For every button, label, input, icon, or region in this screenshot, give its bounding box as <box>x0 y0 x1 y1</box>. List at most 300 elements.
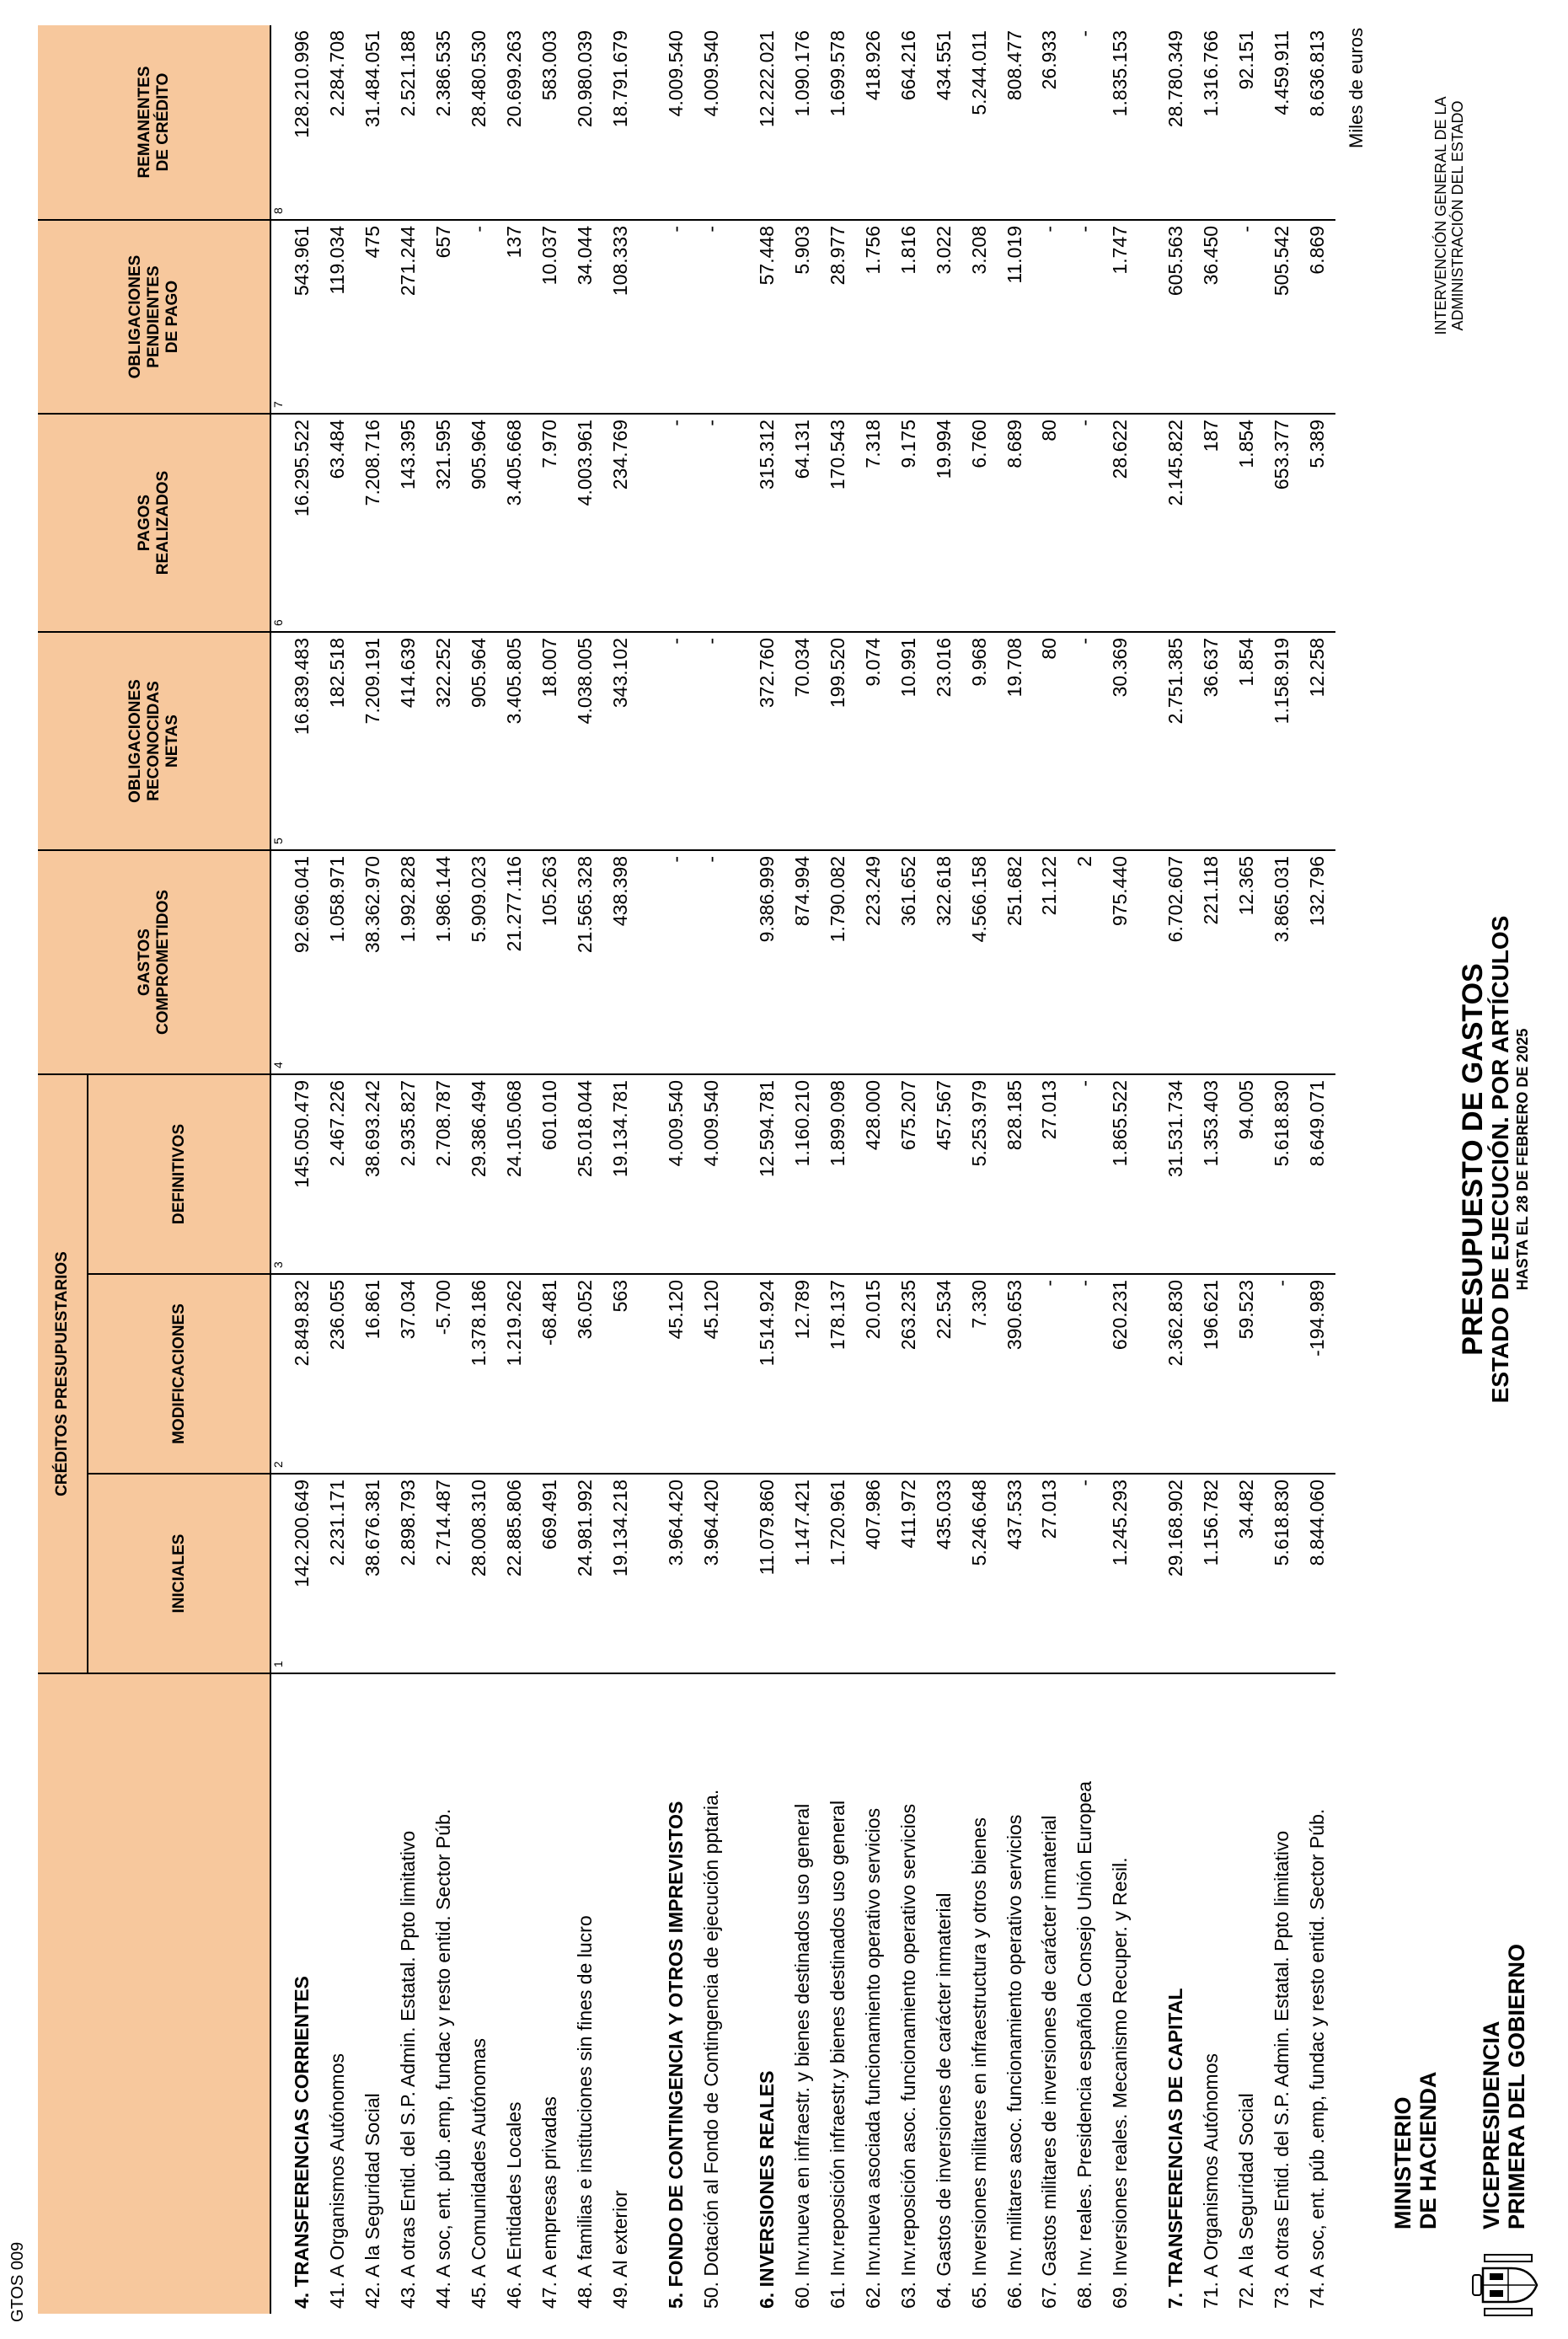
cell-value: 4.009.540 <box>693 25 729 220</box>
pendientes-header: OBLIGACIONES PENDIENTES DE PAGO <box>38 220 270 414</box>
cell-value: 28.008.310 <box>462 1474 497 1673</box>
cell-value: 583.003 <box>532 25 567 220</box>
cell-value: 16.861 <box>356 1274 391 1474</box>
cell-value: 28.780.349 <box>1159 25 1194 220</box>
article-row <box>785 25 821 2314</box>
cell-value: 1.147.421 <box>785 1474 821 1673</box>
cell-value: 12.222.021 <box>750 25 785 220</box>
column-number: 1 <box>271 1661 285 1667</box>
creditos-header: CRÉDITOS PRESUPUESTARIOS <box>38 1074 88 1673</box>
row-label: 49. Al exterior <box>608 2190 631 2309</box>
cell-value: 63.484 <box>320 414 356 632</box>
cell-value: 905.964 <box>462 414 497 632</box>
row-label: 64. Gastos de inversiones de carácter inmaterial <box>932 1892 955 2309</box>
cell-value: - <box>1032 1274 1068 1474</box>
cell-value: 3.964.420 <box>693 1474 729 1673</box>
cell-value: 8.636.813 <box>1300 25 1335 220</box>
vicepresidencia-label: VICEPRESIDENCIA PRIMERA DEL GOBIERNO <box>1479 1943 1529 2229</box>
cell-value: 1.156.782 <box>1194 1474 1229 1673</box>
modificaciones-header: MODIFICACIONES <box>88 1274 270 1474</box>
row-label: 50. Dotación al Fondo de Contingencia de ejecución pptaria. <box>699 1789 722 2309</box>
cell-value: - <box>1229 220 1265 414</box>
cell-value: 4.009.540 <box>658 1074 693 1274</box>
cell-value: 9.386.999 <box>750 850 785 1074</box>
cell-value: 199.520 <box>820 632 855 850</box>
cell-value: 7.318 <box>855 414 891 632</box>
iniciales-header: INICIALES <box>88 1474 270 1673</box>
row-label: 63. Inv.reposición asoc. funcionamiento operativo servicios <box>896 1803 919 2309</box>
budget-table <box>38 25 1335 2314</box>
cell-value: 1.699.578 <box>820 25 855 220</box>
cell-value: 128.210.996 <box>285 25 320 220</box>
row-label: 73. A otras Entid. del S.P. Admin. Estatal. Ppto limitativo <box>1271 1830 1293 2309</box>
cell-value: 11.019 <box>997 220 1032 414</box>
row-label: 7. TRANSFERENCIAS DE CAPITAL <box>1164 1988 1187 2309</box>
row-label: 47. A empresas privadas <box>538 2096 560 2309</box>
cell-value: 108.333 <box>602 220 638 414</box>
cell-value: 1.720.961 <box>820 1474 855 1673</box>
cell-value: 874.994 <box>785 850 821 1074</box>
cell-value: 10.037 <box>532 220 567 414</box>
report-title: PRESUPUESTO DE GASTOS <box>1457 963 1489 1356</box>
cell-value: 80 <box>1032 632 1068 850</box>
cell-value: 223.249 <box>855 850 891 1074</box>
cell-value: - <box>658 220 693 414</box>
cell-value: 9.175 <box>891 414 926 632</box>
chapter-row <box>750 25 785 2314</box>
cell-value: 9.968 <box>961 632 997 850</box>
cell-value: 975.440 <box>1103 850 1138 1074</box>
cell-value: 27.013 <box>1032 1474 1068 1673</box>
cell-value: 10.991 <box>891 632 926 850</box>
cell-value: 5.246.648 <box>961 1474 997 1673</box>
cell-value: 2.849.832 <box>285 1274 320 1474</box>
article-row <box>961 25 997 2314</box>
cell-value: 31.531.734 <box>1159 1074 1194 1274</box>
cell-value: 263.235 <box>891 1274 926 1474</box>
cell-value: 4.009.540 <box>693 1074 729 1274</box>
cell-value: 2.467.226 <box>320 1074 356 1274</box>
article-row <box>1068 25 1103 2314</box>
cell-value: 657 <box>426 220 462 414</box>
row-label: 67. Gastos militares de inversiones de carácter inmaterial <box>1038 1815 1061 2309</box>
cell-value: 251.682 <box>997 850 1032 1074</box>
cell-value: 905.964 <box>462 632 497 850</box>
cell-value: 475 <box>356 220 391 414</box>
cell-value: - <box>1032 220 1068 414</box>
article-row <box>1265 25 1300 2314</box>
cell-value: 271.244 <box>391 220 426 414</box>
column-number: 4 <box>271 1062 285 1068</box>
cell-value: 20.015 <box>855 1274 891 1474</box>
cell-value: 3.405.668 <box>497 414 532 632</box>
cell-value: 105.263 <box>532 850 567 1074</box>
cell-value: 4.566.158 <box>961 850 997 1074</box>
article-row <box>426 25 462 2314</box>
cell-value: 435.033 <box>926 1474 961 1673</box>
cell-value: 4.009.540 <box>658 25 693 220</box>
cell-value: 12.789 <box>785 1274 821 1474</box>
report-code: GTOS 009 <box>8 2241 27 2322</box>
cell-value: 38.693.242 <box>356 1074 391 1274</box>
row-label: 69. Inversiones reales. Mecanismo Recuper. y Resil. <box>1109 1857 1132 2309</box>
row-label: 48. A familias e instituciones sin fines de lucro <box>573 1915 596 2309</box>
cell-value: 828.185 <box>997 1074 1032 1274</box>
cell-value: 2.751.385 <box>1159 632 1194 850</box>
cell-value: 1.756 <box>855 220 891 414</box>
concept-header <box>38 1673 270 2314</box>
cell-value: 808.477 <box>997 25 1032 220</box>
row-label: 72. A la Seguridad Social <box>1235 2093 1258 2309</box>
cell-value: 57.448 <box>750 220 785 414</box>
column-number: 3 <box>271 1261 285 1268</box>
cell-value: 6.702.607 <box>1159 850 1194 1074</box>
coat-of-arms-icon <box>1468 2250 1542 2320</box>
igae-label: INTERVENCIÓN GENERAL DE LA ADMINISTRACIÓN DEL ESTADO <box>1432 96 1466 335</box>
cell-value: 1.865.522 <box>1103 1074 1138 1274</box>
cell-value: 36.637 <box>1194 632 1229 850</box>
cell-value: 196.621 <box>1194 1274 1229 1474</box>
cell-value: 505.542 <box>1265 220 1300 414</box>
cell-value: 2.284.708 <box>320 25 356 220</box>
cell-value: 343.102 <box>602 632 638 850</box>
cell-value: 1.992.828 <box>391 850 426 1074</box>
gastos-header: GASTOS COMPROMETIDOS <box>38 850 270 1074</box>
row-label: 71. A Organismos Autónomos <box>1200 2053 1223 2309</box>
cell-value: 7.208.716 <box>356 414 391 632</box>
cell-value: 26.933 <box>1032 25 1068 220</box>
cell-value: 142.200.649 <box>285 1474 320 1673</box>
cell-value: -68.481 <box>532 1274 567 1474</box>
cell-value: 3.865.031 <box>1265 850 1300 1074</box>
cell-value: 25.018.044 <box>567 1074 602 1274</box>
article-row <box>497 25 532 2314</box>
cell-value: 321.595 <box>426 414 462 632</box>
cell-value: 2.386.535 <box>426 25 462 220</box>
cell-value: 45.120 <box>658 1274 693 1474</box>
cell-value: 30.369 <box>1103 632 1138 850</box>
cell-value: 543.961 <box>285 220 320 414</box>
row-label: 65. Inversiones militares en infraestructura y otros bienes <box>967 1817 990 2309</box>
cell-value: 92.151 <box>1229 25 1265 220</box>
cell-value: 5.618.830 <box>1265 1474 1300 1673</box>
cell-value: - <box>1068 414 1103 632</box>
cell-value: 414.639 <box>391 632 426 850</box>
cell-value: 80 <box>1032 414 1068 632</box>
cell-value: 170.543 <box>820 414 855 632</box>
obligaciones-header: OBLIGACIONES RECONOCIDAS NETAS <box>38 632 270 850</box>
cell-value: 1.245.293 <box>1103 1474 1138 1673</box>
cell-value: 2.231.171 <box>320 1474 356 1673</box>
row-label: 42. A la Seguridad Social <box>361 2093 384 2309</box>
cell-value: 12.365 <box>1229 850 1265 1074</box>
cell-value: 4.459.911 <box>1265 25 1300 220</box>
cell-value: 2.521.188 <box>391 25 426 220</box>
spacer-row <box>1138 25 1159 2314</box>
spacer-row <box>638 25 658 2314</box>
cell-value: 6.760 <box>961 414 997 632</box>
cell-value: 236.055 <box>320 1274 356 1474</box>
row-label: 4. TRANSFERENCIAS CORRIENTES <box>291 1976 313 2309</box>
cell-value: - <box>462 220 497 414</box>
cell-value: 411.972 <box>891 1474 926 1673</box>
cell-value: 1.899.098 <box>820 1074 855 1274</box>
cell-value: 28.622 <box>1103 414 1138 632</box>
cell-value: 1.790.082 <box>820 850 855 1074</box>
cell-value: 36.450 <box>1194 220 1229 414</box>
cell-value: 28.977 <box>820 220 855 414</box>
cell-value: 19.134.218 <box>602 1474 638 1673</box>
cell-value: 664.216 <box>891 25 926 220</box>
cell-value: 28.480.530 <box>462 25 497 220</box>
cell-value: 1.316.766 <box>1194 25 1229 220</box>
cell-value: - <box>693 414 729 632</box>
article-row <box>1300 25 1335 2314</box>
cell-value: 145.050.479 <box>285 1074 320 1274</box>
cell-value: 4.003.961 <box>567 414 602 632</box>
cell-value: 22.885.806 <box>497 1474 532 1673</box>
cell-value: - <box>693 632 729 850</box>
cell-value: 94.005 <box>1229 1074 1265 1274</box>
article-row <box>926 25 961 2314</box>
cell-value: 9.074 <box>855 632 891 850</box>
row-label: 45. A Comunidades Autónomas <box>468 2038 490 2309</box>
row-label: 66. Inv. militares asoc. funcionamiento operativo servicios <box>1003 1814 1025 2309</box>
remanentes-header: REMANENTES DE CRÉDITO <box>38 25 270 220</box>
cell-value: 24.105.068 <box>497 1074 532 1274</box>
cell-value: - <box>658 632 693 850</box>
article-row <box>1032 25 1068 2314</box>
cell-value: 119.034 <box>320 220 356 414</box>
cell-value: 1.835.153 <box>1103 25 1138 220</box>
cell-value: - <box>1068 220 1103 414</box>
cell-value: 620.231 <box>1103 1274 1138 1474</box>
units-label: Miles de euros <box>1346 27 1367 148</box>
cell-value: 6.869 <box>1300 220 1335 414</box>
cell-value: 1.160.210 <box>785 1074 821 1274</box>
article-row <box>693 25 729 2314</box>
column-number: 6 <box>271 619 285 626</box>
cell-value: 3.022 <box>926 220 961 414</box>
cell-value: 21.277.116 <box>497 850 532 1074</box>
cell-value: 2.935.827 <box>391 1074 426 1274</box>
cell-value: 322.618 <box>926 850 961 1074</box>
article-row <box>997 25 1032 2314</box>
cell-value: 37.034 <box>391 1274 426 1474</box>
cell-value: 5.244.011 <box>961 25 997 220</box>
cell-value: 5.903 <box>785 220 821 414</box>
article-row <box>602 25 638 2314</box>
cell-value: 5.618.830 <box>1265 1074 1300 1274</box>
cell-value: 22.534 <box>926 1274 961 1474</box>
row-label: 68. Inv. reales. Presidencia española Consejo Unión Europea <box>1073 1780 1096 2309</box>
spacer-row <box>729 25 749 2314</box>
cell-value: 8.844.060 <box>1300 1474 1335 1673</box>
article-row <box>391 25 426 2314</box>
cell-value: 1.158.919 <box>1265 632 1300 850</box>
cell-value: 182.518 <box>320 632 356 850</box>
cell-value: 4.038.005 <box>567 632 602 850</box>
cell-value: - <box>658 850 693 1074</box>
article-row <box>320 25 356 2314</box>
cell-value: - <box>1068 1274 1103 1474</box>
cell-value: 1.378.186 <box>462 1274 497 1474</box>
column-number: 7 <box>271 401 285 408</box>
cell-value: 372.760 <box>750 632 785 850</box>
table-body <box>285 25 1335 2314</box>
cell-value: 434.551 <box>926 25 961 220</box>
cell-value: 563 <box>602 1274 638 1474</box>
cell-value: 8.689 <box>997 414 1032 632</box>
cell-value: 34.044 <box>567 220 602 414</box>
report-date: HASTA EL 28 DE FEBRERO DE 2025 <box>1514 1028 1531 1291</box>
row-label: 62. Inv.nueva asociada funcionamiento operativo servicios <box>861 1807 884 2309</box>
cell-value: 45.120 <box>693 1274 729 1474</box>
cell-value: 59.523 <box>1229 1274 1265 1474</box>
article-row <box>1194 25 1229 2314</box>
cell-value: 1.854 <box>1229 414 1265 632</box>
chapter-row <box>285 25 320 2314</box>
chapter-row <box>658 25 693 2314</box>
cell-value: 1.219.262 <box>497 1274 532 1474</box>
cell-value: 315.312 <box>750 414 785 632</box>
cell-value: 20.699.263 <box>497 25 532 220</box>
row-label: 41. A Organismos Autónomos <box>326 2053 349 2309</box>
cell-value: 221.118 <box>1194 850 1229 1074</box>
row-label: 6. INVERSIONES REALES <box>756 2070 779 2309</box>
article-row <box>532 25 567 2314</box>
report-subtitle: ESTADO DE EJECUCIÓN. POR ARTÍCULOS <box>1487 915 1513 1404</box>
cell-value: - <box>1068 1474 1103 1673</box>
cell-value: 7.970 <box>532 414 567 632</box>
cell-value: 675.207 <box>891 1074 926 1274</box>
cell-value: 36.052 <box>567 1274 602 1474</box>
cell-value: 653.377 <box>1265 414 1300 632</box>
cell-value: 23.016 <box>926 632 961 850</box>
article-row <box>891 25 926 2314</box>
cell-value: 187 <box>1194 414 1229 632</box>
cell-value: - <box>1068 25 1103 220</box>
row-label: 43. A otras Entid. del S.P. Admin. Estatal. Ppto limitativo <box>397 1830 420 2309</box>
cell-value: 64.131 <box>785 414 821 632</box>
cell-value: 16.295.522 <box>285 414 320 632</box>
cell-value: 2 <box>1068 850 1103 1074</box>
cell-value: 132.796 <box>1300 850 1335 1074</box>
cell-value: 38.362.970 <box>356 850 391 1074</box>
cell-value: 18.007 <box>532 632 567 850</box>
cell-value: 70.034 <box>785 632 821 850</box>
cell-value: 2.708.787 <box>426 1074 462 1274</box>
article-row <box>356 25 391 2314</box>
cell-value: 8.649.071 <box>1300 1074 1335 1274</box>
column-number: 2 <box>271 1461 285 1468</box>
cell-value: 605.563 <box>1159 220 1194 414</box>
cell-value: 34.482 <box>1229 1474 1265 1673</box>
cell-value: 19.134.781 <box>602 1074 638 1274</box>
cell-value: 2.714.487 <box>426 1474 462 1673</box>
cell-value: 1.747 <box>1103 220 1138 414</box>
row-label: 46. A Entidades Locales <box>502 2101 525 2309</box>
cell-value: 178.137 <box>820 1274 855 1474</box>
row-label: 61. Inv.reposición infraestr.y bienes destinados uso general <box>826 1800 848 2309</box>
column-number: 5 <box>271 838 285 844</box>
cell-value: - <box>693 850 729 1074</box>
cell-value: 2.898.793 <box>391 1474 426 1673</box>
article-row <box>1229 25 1265 2314</box>
cell-value: 31.484.051 <box>356 25 391 220</box>
article-row <box>567 25 602 2314</box>
cell-value: 18.791.679 <box>602 25 638 220</box>
cell-value: 29.168.902 <box>1159 1474 1194 1673</box>
cell-value: 457.567 <box>926 1074 961 1274</box>
cell-value: 428.000 <box>855 1074 891 1274</box>
pagos-header: PAGOS REALIZADOS <box>38 414 270 632</box>
cell-value: 1.090.176 <box>785 25 821 220</box>
definitivos-header: DEFINITIVOS <box>88 1074 270 1274</box>
cell-value: 12.258 <box>1300 632 1335 850</box>
cell-value: 38.676.381 <box>356 1474 391 1673</box>
cell-value: 7.330 <box>961 1274 997 1474</box>
article-row <box>820 25 855 2314</box>
cell-value: 92.696.041 <box>285 850 320 1074</box>
cell-value: 1.514.924 <box>750 1274 785 1474</box>
cell-value: -194.989 <box>1300 1274 1335 1474</box>
article-row <box>1103 25 1138 2314</box>
cell-value: 669.491 <box>532 1474 567 1673</box>
cell-value: 1.058.971 <box>320 850 356 1074</box>
cell-value: 24.981.992 <box>567 1474 602 1673</box>
cell-value: 418.926 <box>855 25 891 220</box>
cell-value: 27.013 <box>1032 1074 1068 1274</box>
cell-value: 3.405.805 <box>497 632 532 850</box>
cell-value: 143.395 <box>391 414 426 632</box>
cell-value: 438.398 <box>602 850 638 1074</box>
cell-value: 137 <box>497 220 532 414</box>
cell-value: 407.986 <box>855 1474 891 1673</box>
cell-value: 21.122 <box>1032 850 1068 1074</box>
cell-value: 11.079.860 <box>750 1474 785 1673</box>
cell-value: - <box>1068 1074 1103 1274</box>
cell-value: 601.010 <box>532 1074 567 1274</box>
cell-value: 19.708 <box>997 632 1032 850</box>
cell-value: 20.980.039 <box>567 25 602 220</box>
row-label: 60. Inv.nueva en infraestr. y bienes destinados uso general <box>790 1803 813 2309</box>
cell-value: 5.389 <box>1300 414 1335 632</box>
article-row <box>462 25 497 2314</box>
row-label: 5. FONDO DE CONTINGENCIA Y OTROS IMPREVISTOS <box>664 1801 687 2309</box>
cell-value: 12.594.781 <box>750 1074 785 1274</box>
cell-value: 19.994 <box>926 414 961 632</box>
cell-value: 21.565.328 <box>567 850 602 1074</box>
cell-value: - <box>1265 1274 1300 1474</box>
cell-value: 5.909.023 <box>462 850 497 1074</box>
cell-value: 2.362.830 <box>1159 1274 1194 1474</box>
ministerio-label: MINISTERIO DE HACIENDA <box>1390 2071 1441 2229</box>
cell-value: 16.839.483 <box>285 632 320 850</box>
cell-value: 3.964.420 <box>658 1474 693 1673</box>
cell-value: - <box>693 220 729 414</box>
column-number: 8 <box>271 207 285 214</box>
row-label: 74. A soc, ent. púb .emp, fundac y resto entid. Sector Púb. <box>1306 1808 1329 2309</box>
row-label: 44. A soc, ent. púb .emp, fundac y resto entid. Sector Púb. <box>432 1808 455 2309</box>
cell-value: 1.353.403 <box>1194 1074 1229 1274</box>
cell-value: 3.208 <box>961 220 997 414</box>
cell-value: 29.386.494 <box>462 1074 497 1274</box>
cell-value: 322.252 <box>426 632 462 850</box>
cell-value: 361.652 <box>891 850 926 1074</box>
cell-value: 5.253.979 <box>961 1074 997 1274</box>
cell-value: -5.700 <box>426 1274 462 1474</box>
